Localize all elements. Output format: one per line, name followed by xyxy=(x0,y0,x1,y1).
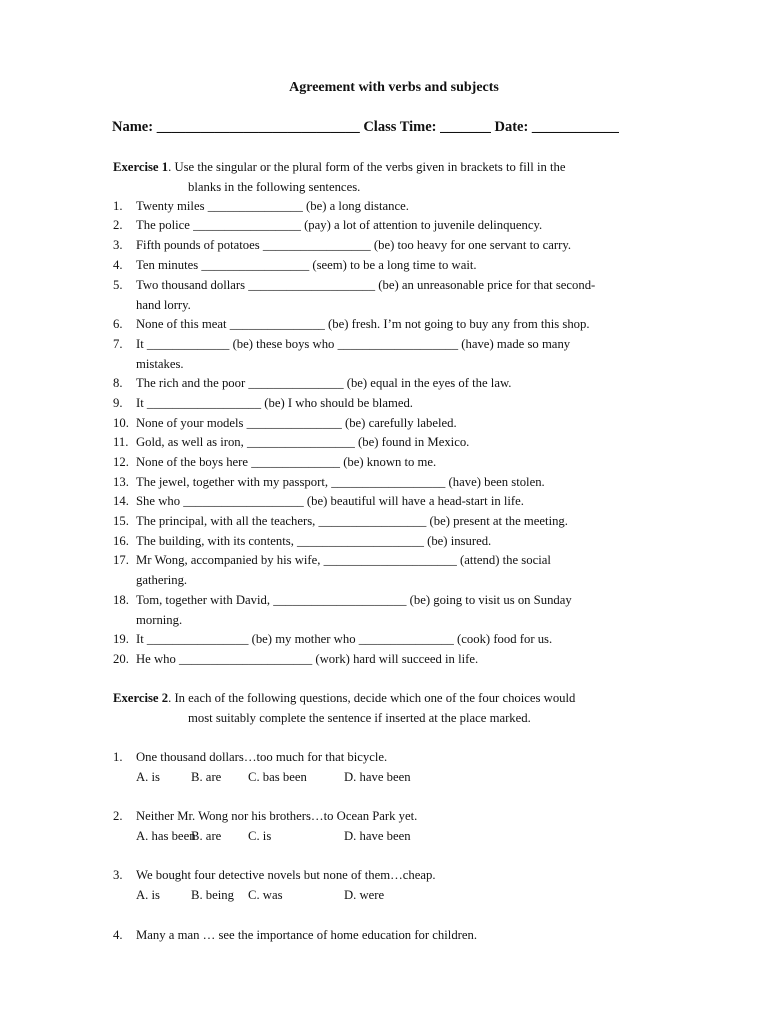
item-number: 13. xyxy=(113,475,129,489)
item-text: None of your models _______________ (be) carefully labeled. xyxy=(136,416,457,430)
exercise-1-item xyxy=(113,335,673,374)
question-text: One thousand dollars…too much for that bicycle. xyxy=(136,750,388,764)
name-class-date-line: Name: ____________________________ Class Time: _______ Date: ____________ xyxy=(112,119,619,135)
exercise-1-item xyxy=(113,276,673,315)
item-text: None of this meat _______________ (be) fresh. I’m not going to buy any from this shop. xyxy=(136,317,590,331)
item-text: Twenty miles _______________ (be) a long distance. xyxy=(136,199,409,213)
exercise-1-item xyxy=(113,256,673,276)
item-number: 15. xyxy=(113,514,129,528)
item-text: The principal, with all the teachers, _________________ (be) present at the meeting. xyxy=(136,514,568,528)
item-text: It _____________ (be) these boys who ___________________ (have) made so many xyxy=(136,337,571,351)
item-text: It __________________ (be) I who should be blamed. xyxy=(136,396,413,410)
item-number: 5. xyxy=(113,278,123,292)
item-text-continued: hand lorry. xyxy=(136,297,191,312)
answer-choice: B. are xyxy=(191,770,222,784)
item-number: 2. xyxy=(113,218,123,232)
item-number: 10. xyxy=(113,416,129,430)
exercise-1-item xyxy=(113,374,673,394)
item-text: Two thousand dollars ____________________ (be) an unreasonable price for that second- xyxy=(136,278,596,292)
answer-choice: A. has been xyxy=(136,829,196,843)
question-text: Neither Mr. Wong nor his brothers…to Ocean Park yet. xyxy=(136,809,418,823)
item-text: Gold, as well as iron, _________________ (be) found in Mexico. xyxy=(136,435,470,449)
item-text: Mr Wong, accompanied by his wife, _____________________ (attend) the social xyxy=(136,553,551,567)
item-text-continued: mistakes. xyxy=(136,356,184,371)
answer-choice: B. being xyxy=(191,888,234,902)
question-number: 3. xyxy=(113,868,123,882)
answer-choice: A. is xyxy=(136,770,160,784)
item-number: 8. xyxy=(113,376,123,390)
question-number: 1. xyxy=(113,750,123,764)
exercise-1-item xyxy=(113,453,673,473)
answer-choice: D. have been xyxy=(344,770,411,784)
exercise-1-label: Exercise 1 xyxy=(113,160,169,174)
item-text: Fifth pounds of potatoes _________________ (be) too heavy for one servant to carry. xyxy=(136,238,572,252)
item-text: The building, with its contents, ____________________ (be) insured. xyxy=(136,534,492,548)
exercise-2-question xyxy=(113,926,673,946)
exercise-1-item xyxy=(113,650,673,670)
exercise-1-item xyxy=(113,492,673,512)
exercise-2-question xyxy=(113,748,673,768)
item-text: None of the boys here ______________ (be) known to me. xyxy=(136,455,437,469)
item-number: 12. xyxy=(113,455,129,469)
question-text: Many a man … see the importance of home education for children. xyxy=(136,928,478,942)
page-title: Agreement with verbs and subjects xyxy=(289,80,499,95)
exercise-1-instruction-line-1: . Use the singular or the plural form of the verbs given in brackets to fill in the xyxy=(168,160,566,174)
exercise-1-item xyxy=(113,394,673,414)
answer-choice: D. were xyxy=(344,888,385,902)
question-number: 4. xyxy=(113,928,123,942)
exercise-2-instruction-line-1: . In each of the following questions, decide which one of the four choices would xyxy=(168,691,576,705)
exercise-1-instruction-line-2: blanks in the following sentences. xyxy=(188,179,361,194)
exercise-2-instructions xyxy=(113,689,575,728)
item-text: The jewel, together with my passport, __________________ (have) been stolen. xyxy=(136,475,545,489)
exercise-1-item xyxy=(113,414,673,434)
item-text: Ten minutes _________________ (seem) to be a long time to wait. xyxy=(136,258,477,272)
item-number: 3. xyxy=(113,238,123,252)
exercise-2-question xyxy=(113,866,673,886)
item-text-continued: gathering. xyxy=(136,572,188,587)
exercise-2-label: Exercise 2 xyxy=(113,691,169,705)
question-text: We bought four detective novels but none of them…cheap. xyxy=(136,868,436,882)
exercise-1-item xyxy=(113,551,673,590)
answer-choice: C. is xyxy=(248,829,272,843)
item-number: 9. xyxy=(113,396,123,410)
item-text: The rich and the poor _______________ (be) equal in the eyes of the law. xyxy=(136,376,512,390)
exercise-1-item xyxy=(113,433,673,453)
answer-choice: B. are xyxy=(191,829,222,843)
item-text: Tom, together with David, _____________________ (be) going to visit us on Sunday xyxy=(136,593,572,607)
answer-choice: C. was xyxy=(248,888,283,902)
item-number: 1. xyxy=(113,199,123,213)
item-number: 16. xyxy=(113,534,129,548)
item-number: 20. xyxy=(113,652,129,666)
item-number: 19. xyxy=(113,632,129,646)
item-text: It ________________ (be) my mother who _______________ (cook) food for us. xyxy=(136,632,553,646)
exercise-1-item xyxy=(113,473,673,493)
exercise-2-instruction-line-2: most suitably complete the sentence if inserted at the place marked. xyxy=(188,710,531,725)
item-number: 17. xyxy=(113,553,129,567)
exercise-1-item xyxy=(113,512,673,532)
item-text-continued: morning. xyxy=(136,612,183,627)
item-number: 6. xyxy=(113,317,123,331)
answer-choice: D. have been xyxy=(344,829,411,843)
exercise-1-item xyxy=(113,630,673,650)
item-number: 14. xyxy=(113,494,129,508)
exercise-2-question xyxy=(113,807,673,827)
exercise-1-instructions xyxy=(113,158,566,197)
answer-choice: C. bas been xyxy=(248,770,307,784)
item-text: She who ___________________ (be) beautiful will have a head-start in life. xyxy=(136,494,524,508)
item-number: 7. xyxy=(113,337,123,351)
exercise-1-item xyxy=(113,591,673,630)
item-number: 4. xyxy=(113,258,123,272)
exercise-1-item xyxy=(113,216,673,236)
question-number: 2. xyxy=(113,809,123,823)
exercise-1-item xyxy=(113,532,673,552)
item-text: He who _____________________ (work) hard will succeed in life. xyxy=(136,652,479,666)
item-text: The police _________________ (pay) a lot of attention to juvenile delinquency. xyxy=(136,218,543,232)
item-number: 11. xyxy=(113,435,129,449)
exercise-1-item xyxy=(113,197,673,217)
exercise-1-item xyxy=(113,236,673,256)
item-number: 18. xyxy=(113,593,129,607)
exercise-1-item xyxy=(113,315,673,335)
answer-choice: A. is xyxy=(136,888,160,902)
